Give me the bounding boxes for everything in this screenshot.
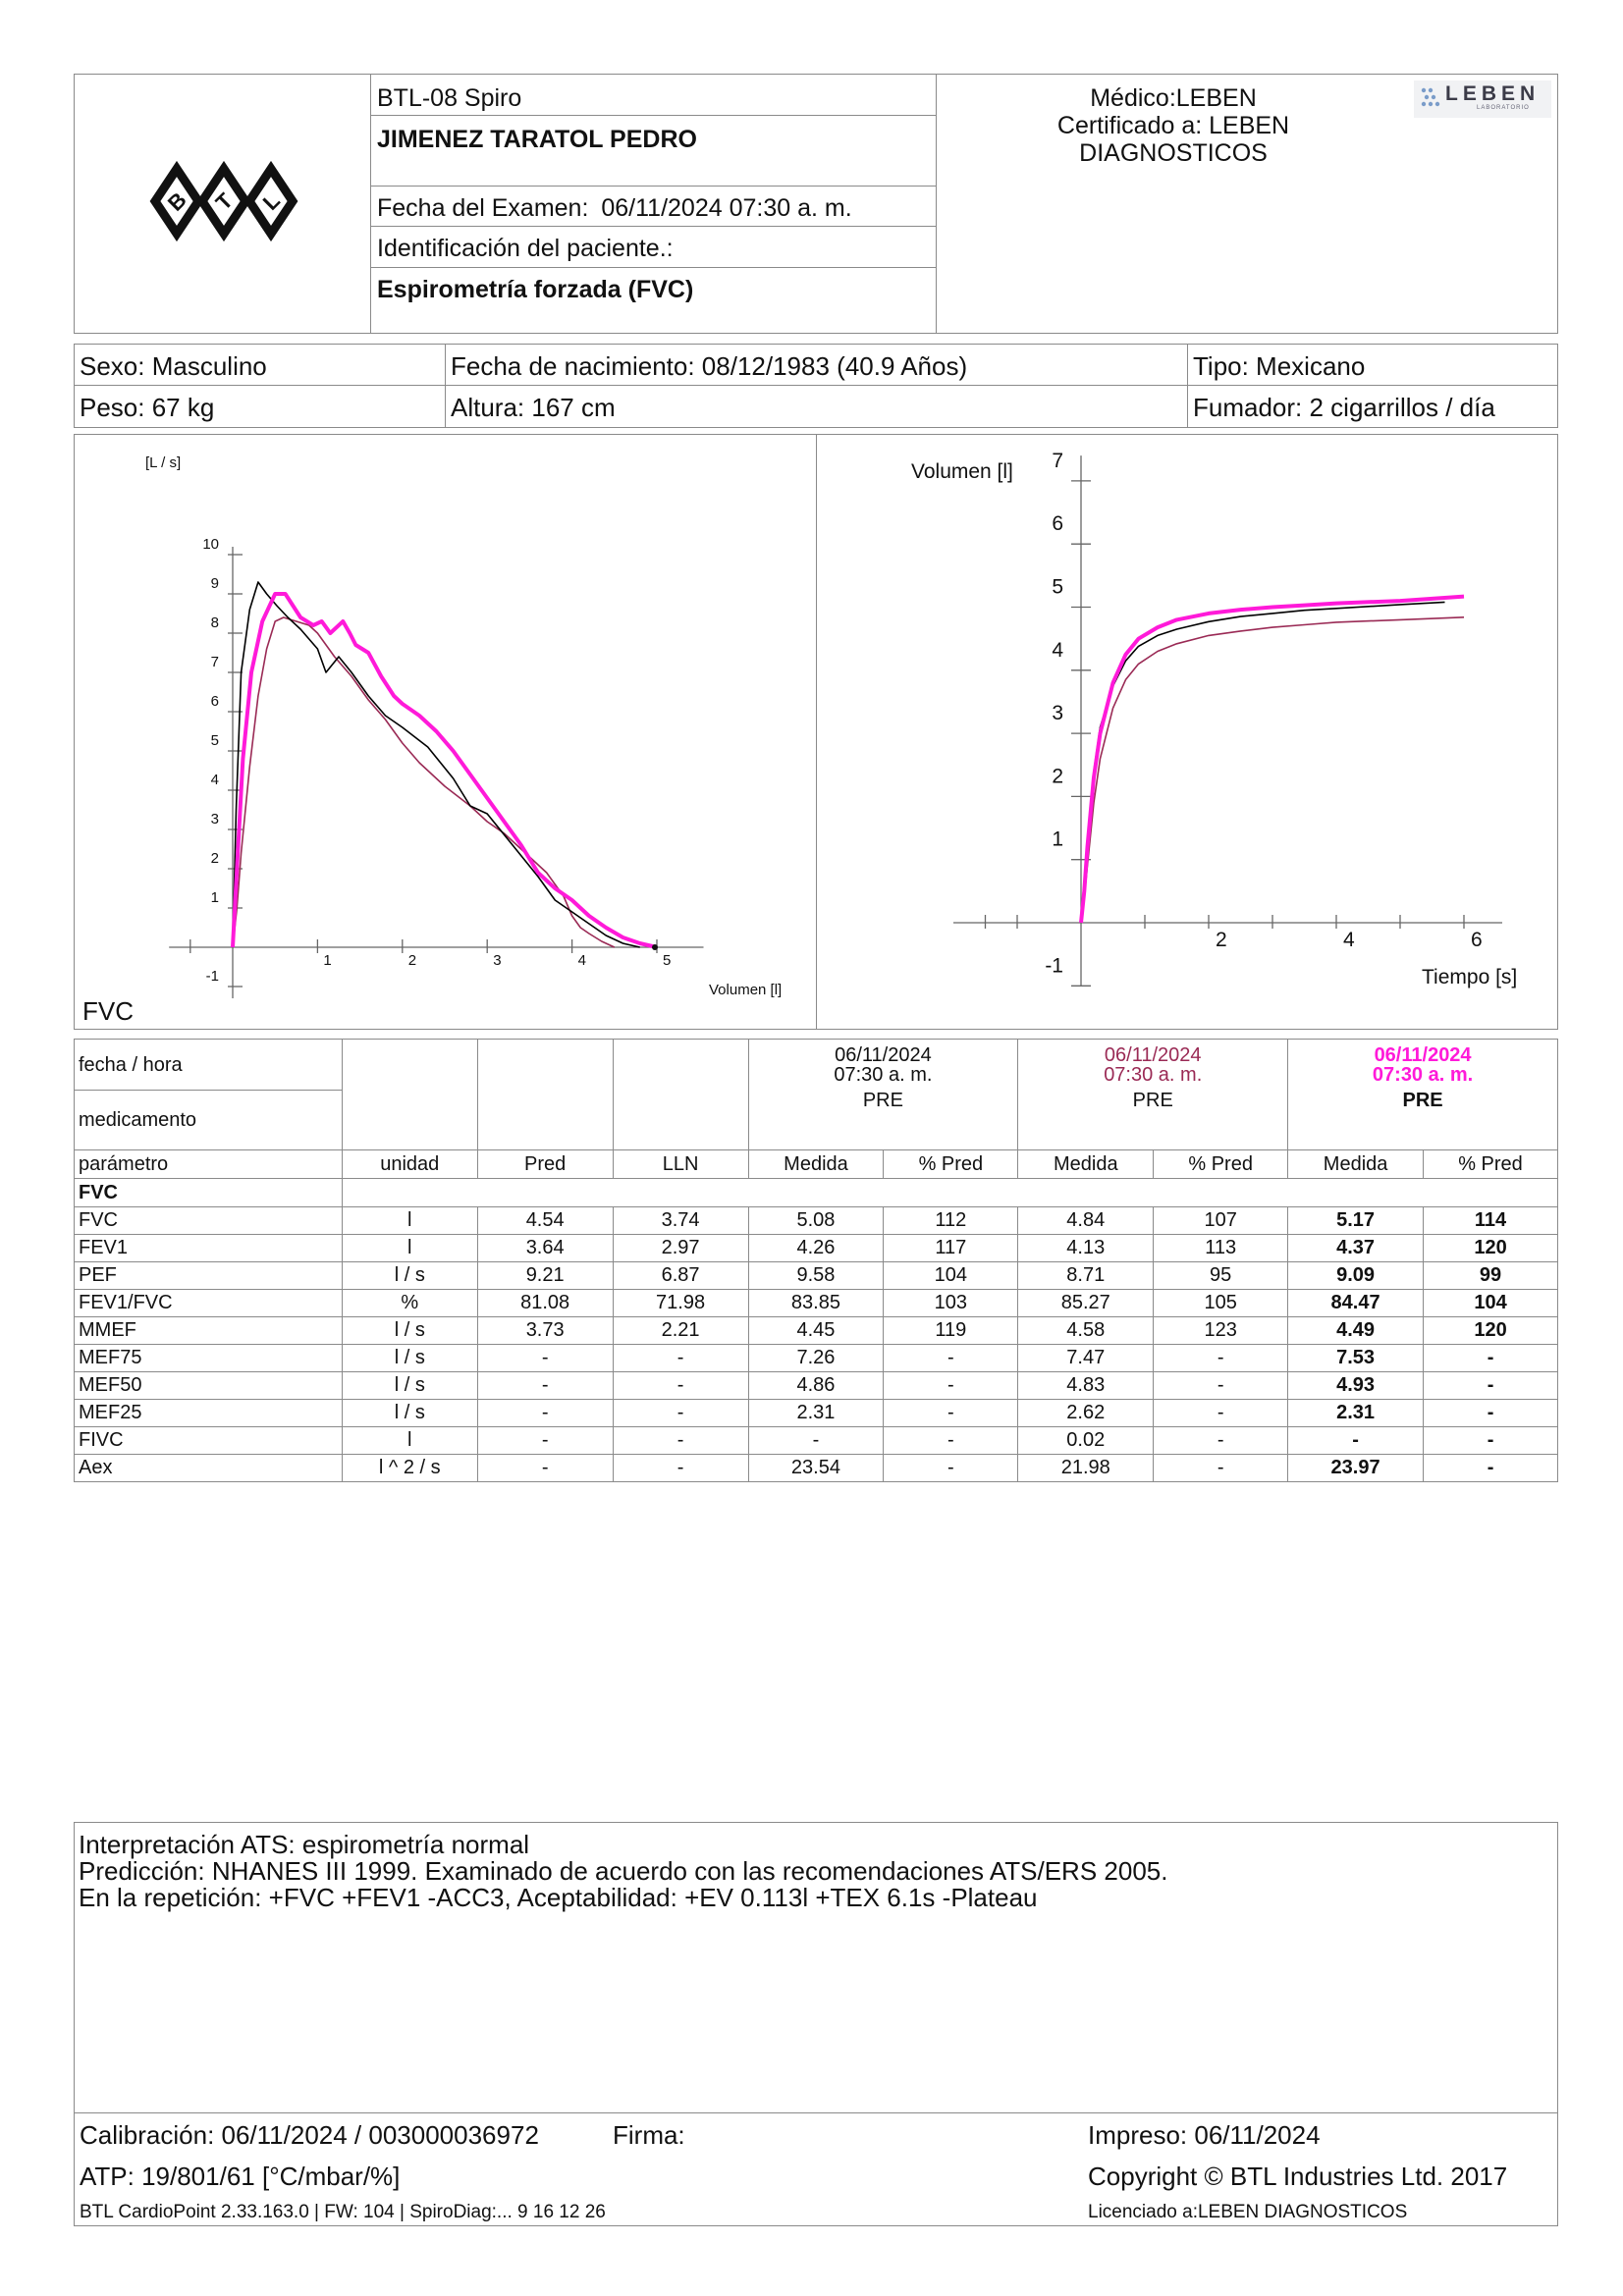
vt-x-tick-label: 4 xyxy=(1343,929,1355,951)
fv-ylabel: [L / s] xyxy=(145,454,182,471)
table-row xyxy=(75,1235,1558,1262)
exam-date-line xyxy=(377,194,852,223)
vt-y-tick-label: 6 xyxy=(1052,512,1063,536)
atp: ATP: 19/801/61 [°C/mbar/%] xyxy=(80,2162,401,2191)
table-cell: FEV1 xyxy=(75,1235,343,1262)
session-3-med: PRE xyxy=(1402,1090,1443,1111)
table-cell: FVC xyxy=(75,1207,343,1235)
leben-mark-icon xyxy=(1420,86,1441,112)
table-cell: % xyxy=(342,1290,477,1317)
session-2-date: 06/11/2024 xyxy=(1104,1044,1202,1066)
patient-height: Altura: 167 cm xyxy=(451,393,616,422)
table-cell: - xyxy=(477,1345,613,1372)
vt-y-tick-label: 5 xyxy=(1052,575,1063,599)
fv-y-tick-label: 6 xyxy=(210,693,219,710)
table-cell: 2.62 xyxy=(1018,1400,1154,1427)
table-cell: - xyxy=(613,1372,748,1400)
table-cell: 120 xyxy=(1424,1317,1558,1345)
table-cell: - xyxy=(613,1400,748,1427)
table-cell: l / s xyxy=(342,1400,477,1427)
table-cell: 4.37 xyxy=(1288,1235,1424,1262)
table-cell: 7.26 xyxy=(748,1345,884,1372)
volume-time-chart xyxy=(817,435,1557,1029)
table-cell: 5.08 xyxy=(748,1207,884,1235)
vt-y-tick-label: 4 xyxy=(1052,638,1063,662)
table-cell: 4.45 xyxy=(748,1317,884,1345)
fv-end-marker xyxy=(652,944,658,950)
table-cell: - xyxy=(1154,1372,1288,1400)
table-cell: 104 xyxy=(884,1262,1018,1290)
table-cell: 3.74 xyxy=(613,1207,748,1235)
table-cell: 117 xyxy=(884,1235,1018,1262)
fv-y-tick-label: 10 xyxy=(202,536,219,553)
table-cell: MEF25 xyxy=(75,1400,343,1427)
table-cell: l xyxy=(342,1235,477,1262)
table-cell: FEV1/FVC xyxy=(75,1290,343,1317)
vt-xlabel: Tiempo [s] xyxy=(1422,966,1518,988)
table-cell: 6.87 xyxy=(613,1262,748,1290)
table-header-cell: Pred xyxy=(477,1150,613,1179)
table-cell: 0.02 xyxy=(1018,1427,1154,1455)
fv-title: FVC xyxy=(82,996,134,1026)
table-cell: - xyxy=(1424,1372,1558,1400)
table-cell: - xyxy=(613,1345,748,1372)
device-name: BTL-08 Spiro xyxy=(377,84,522,112)
session-3-time: 07:30 a. m. xyxy=(1372,1064,1474,1086)
vt-series-line xyxy=(1081,602,1445,923)
table-row xyxy=(75,1207,1558,1235)
table-cell: MMEF xyxy=(75,1317,343,1345)
fv-x-tick-label: 3 xyxy=(493,952,502,969)
table-cell: 4.58 xyxy=(1018,1317,1154,1345)
table-cell: - xyxy=(884,1455,1018,1482)
table-cell: - xyxy=(477,1400,613,1427)
table-cell: 21.98 xyxy=(1018,1455,1154,1482)
table-header-cell: Medida xyxy=(748,1150,884,1179)
table-cell: 4.84 xyxy=(1018,1207,1154,1235)
table-cell: l / s xyxy=(342,1317,477,1345)
table-cell: Aex xyxy=(75,1455,343,1482)
certified-line2: DIAGNOSTICOS xyxy=(1079,139,1268,167)
table-cell: - xyxy=(748,1427,884,1455)
exam-date-label: Fecha del Examen: xyxy=(377,194,589,222)
fv-series-line xyxy=(233,582,640,947)
table-cell: - xyxy=(1154,1455,1288,1482)
session-2-header xyxy=(1018,1040,1288,1150)
table-cell: - xyxy=(1424,1345,1558,1372)
interpretation-line3: En la repetición: +FVC +FEV1 -ACC3, Aceptabilidad: +EV 0.113l +TEX 6.1s -Plateau xyxy=(79,1883,1038,1912)
table-cell: l / s xyxy=(342,1345,477,1372)
session-1-date: 06/11/2024 xyxy=(835,1044,932,1066)
svg-text:B: B xyxy=(162,187,191,216)
table-cell: 105 xyxy=(1154,1290,1288,1317)
table-cell: 120 xyxy=(1424,1235,1558,1262)
table-cell: - xyxy=(477,1372,613,1400)
medicamento-label: medicamento xyxy=(75,1091,343,1150)
table-cell: 4.26 xyxy=(748,1235,884,1262)
table-cell: 4.93 xyxy=(1288,1372,1424,1400)
patient-id-label: Identificación del paciente.: xyxy=(377,235,674,262)
vt-ylabel: Volumen [l] xyxy=(911,460,1013,483)
session-1-time: 07:30 a. m. xyxy=(834,1064,933,1086)
table-cell: 107 xyxy=(1154,1207,1288,1235)
interpretation-text xyxy=(79,1832,1167,1911)
svg-text:T: T xyxy=(210,187,238,215)
leben-logo-text: LEBEN xyxy=(1445,82,1541,105)
table-row xyxy=(75,1455,1558,1482)
vt-series-line xyxy=(1081,617,1464,923)
signature-label: Firma: xyxy=(613,2120,685,2150)
table-cell: 2.31 xyxy=(1288,1400,1424,1427)
table-cell: - xyxy=(1424,1455,1558,1482)
session-2-med: PRE xyxy=(1132,1090,1173,1111)
table-cell: 9.58 xyxy=(748,1262,884,1290)
fv-y-tick-label: 9 xyxy=(210,575,219,592)
table-cell: 7.47 xyxy=(1018,1345,1154,1372)
fv-y-tick-label: 2 xyxy=(210,850,219,867)
exam-date: 06/11/2024 07:30 a. m. xyxy=(601,194,852,222)
btl-logo-icon xyxy=(147,159,300,243)
table-cell: 3.73 xyxy=(477,1317,613,1345)
patient-sex: Sexo: Masculino xyxy=(80,351,267,381)
table-cell: 84.47 xyxy=(1288,1290,1424,1317)
fv-x-tick-label: 2 xyxy=(407,952,417,969)
patient-smoker: Fumador: 2 cigarrillos / día xyxy=(1193,393,1495,422)
licensed-to: Licenciado a:LEBEN DIAGNOSTICOS xyxy=(1088,2202,1408,2222)
table-cell: MEF75 xyxy=(75,1345,343,1372)
table-cell: - xyxy=(613,1455,748,1482)
table-cell: 8.71 xyxy=(1018,1262,1154,1290)
interpretation-line1: Interpretación ATS: espirometría normal xyxy=(79,1830,530,1859)
fv-y-tick-label: 3 xyxy=(210,811,219,828)
session-3-header xyxy=(1288,1040,1558,1150)
table-header-row xyxy=(75,1150,1558,1179)
table-cell: 2.97 xyxy=(613,1235,748,1262)
session-1-med: PRE xyxy=(862,1090,903,1111)
session-2-time: 07:30 a. m. xyxy=(1104,1064,1203,1086)
session-1-header xyxy=(748,1040,1018,1150)
table-cell: 4.49 xyxy=(1288,1317,1424,1345)
table-cell: 85.27 xyxy=(1018,1290,1154,1317)
table-cell: 4.13 xyxy=(1018,1235,1154,1262)
table-row xyxy=(75,1427,1558,1455)
results-table xyxy=(74,1039,1558,1482)
table-header-cell: Medida xyxy=(1288,1150,1424,1179)
section-label: FVC xyxy=(75,1179,343,1207)
table-cell: 4.54 xyxy=(477,1207,613,1235)
fecha-label: fecha / hora xyxy=(75,1040,343,1091)
table-header-cell: % Pred xyxy=(1424,1150,1558,1179)
table-row xyxy=(75,1290,1558,1317)
table-cell: - xyxy=(1154,1400,1288,1427)
table-cell: l / s xyxy=(342,1372,477,1400)
table-cell: l ^ 2 / s xyxy=(342,1455,477,1482)
svg-text:L: L xyxy=(257,187,285,215)
fv-y-tick-label: 8 xyxy=(210,614,219,631)
interpretation-line2: Predicción: NHANES III 1999. Examinado de acuerdo con las recomendaciones ATS/ERS 2005. xyxy=(79,1856,1168,1886)
table-row xyxy=(75,1262,1558,1290)
vt-x-tick-label: 6 xyxy=(1471,929,1483,951)
table-cell: 4.83 xyxy=(1018,1372,1154,1400)
fv-xlabel: Volumen [l] xyxy=(709,982,783,998)
table-cell: 123 xyxy=(1154,1317,1288,1345)
patient-type: Tipo: Mexicano xyxy=(1193,351,1366,381)
table-cell: 83.85 xyxy=(748,1290,884,1317)
fv-y-tick-label: 5 xyxy=(210,732,219,749)
certified-line1: Certificado a: LEBEN xyxy=(1056,112,1290,139)
table-row xyxy=(75,1372,1558,1400)
table-header-cell: % Pred xyxy=(884,1150,1018,1179)
patient-name: JIMENEZ TARATOL PEDRO xyxy=(377,126,697,153)
table-cell: 2.21 xyxy=(613,1317,748,1345)
session-3-date: 06/11/2024 xyxy=(1374,1044,1472,1066)
table-header-cell: unidad xyxy=(342,1150,477,1179)
table-cell: 9.09 xyxy=(1288,1262,1424,1290)
table-cell: 7.53 xyxy=(1288,1345,1424,1372)
table-cell: 3.64 xyxy=(477,1235,613,1262)
table-cell: - xyxy=(884,1345,1018,1372)
software-info: BTL CardioPoint 2.33.163.0 | FW: 104 | SpiroDiag:... 9 16 12 26 xyxy=(80,2202,606,2222)
table-row xyxy=(75,1400,1558,1427)
vt-y-tick-label: 3 xyxy=(1052,702,1063,725)
table-cell: 119 xyxy=(884,1317,1018,1345)
table-cell: - xyxy=(477,1455,613,1482)
vt-x-tick-label: 2 xyxy=(1216,929,1227,951)
fv-x-tick-label: 5 xyxy=(663,952,672,969)
table-cell: 2.31 xyxy=(748,1400,884,1427)
fv-series-line xyxy=(233,617,615,947)
table-cell: 114 xyxy=(1424,1207,1558,1235)
table-cell: 95 xyxy=(1154,1262,1288,1290)
vt-series-line xyxy=(1081,597,1464,923)
patient-weight: Peso: 67 kg xyxy=(80,393,215,422)
table-cell: - xyxy=(477,1427,613,1455)
table-cell: 23.54 xyxy=(748,1455,884,1482)
table-cell: - xyxy=(1424,1427,1558,1455)
table-cell: 99 xyxy=(1424,1262,1558,1290)
table-cell: - xyxy=(1424,1400,1558,1427)
fv-series-line xyxy=(233,594,657,947)
table-cell: 23.97 xyxy=(1288,1455,1424,1482)
test-type: Espirometría forzada (FVC) xyxy=(377,276,694,303)
printed-date: Impreso: 06/11/2024 xyxy=(1088,2120,1321,2150)
fv-y-tick-label: 7 xyxy=(210,654,219,670)
table-cell: - xyxy=(884,1400,1018,1427)
table-cell: 103 xyxy=(884,1290,1018,1317)
table-header-cell: % Pred xyxy=(1154,1150,1288,1179)
table-cell: - xyxy=(1288,1427,1424,1455)
table-cell: 71.98 xyxy=(613,1290,748,1317)
table-cell: 9.21 xyxy=(477,1262,613,1290)
leben-logo xyxy=(1414,80,1551,118)
table-cell: - xyxy=(884,1372,1018,1400)
table-cell: 104 xyxy=(1424,1290,1558,1317)
table-row xyxy=(75,1345,1558,1372)
table-cell: - xyxy=(1154,1427,1288,1455)
table-cell: 5.17 xyxy=(1288,1207,1424,1235)
vt-y-tick-label: 1 xyxy=(1052,828,1063,851)
table-cell: 112 xyxy=(884,1207,1018,1235)
vt-y-tick-label: -1 xyxy=(1045,954,1063,978)
table-cell: l xyxy=(342,1427,477,1455)
vt-y-tick-label: 2 xyxy=(1052,765,1063,788)
table-cell: - xyxy=(884,1427,1018,1455)
table-cell: 113 xyxy=(1154,1235,1288,1262)
table-cell: l / s xyxy=(342,1262,477,1290)
table-header-cell: LLN xyxy=(613,1150,748,1179)
fv-y-tick-label: 4 xyxy=(210,772,219,788)
table-cell: FIVC xyxy=(75,1427,343,1455)
fv-y-tick-label: 1 xyxy=(210,889,219,906)
fv-y-tick-label: -1 xyxy=(205,968,219,985)
table-cell: l xyxy=(342,1207,477,1235)
table-header-cell: parámetro xyxy=(75,1150,343,1179)
fv-x-tick-label: 4 xyxy=(577,952,586,969)
table-cell: MEF50 xyxy=(75,1372,343,1400)
fv-x-tick-label: 1 xyxy=(323,952,332,969)
table-cell: 4.86 xyxy=(748,1372,884,1400)
doctor-block xyxy=(982,84,1365,167)
patient-birth: Fecha de nacimiento: 08/12/1983 (40.9 Años) xyxy=(451,351,968,381)
doctor-name: Médico:LEBEN xyxy=(1090,84,1257,112)
table-cell: - xyxy=(613,1427,748,1455)
flow-volume-chart xyxy=(75,435,815,1029)
table-header-cell: Medida xyxy=(1018,1150,1154,1179)
leben-logo-sub: LABORATORIO xyxy=(1477,105,1530,111)
table-row xyxy=(75,1317,1558,1345)
vt-y-tick-label: 7 xyxy=(1052,449,1063,472)
table-cell: 81.08 xyxy=(477,1290,613,1317)
table-cell: - xyxy=(1154,1345,1288,1372)
table-cell: PEF xyxy=(75,1262,343,1290)
calibration: Calibración: 06/11/2024 / 003000036972 xyxy=(80,2120,539,2150)
copyright: Copyright © BTL Industries Ltd. 2017 xyxy=(1088,2162,1508,2191)
